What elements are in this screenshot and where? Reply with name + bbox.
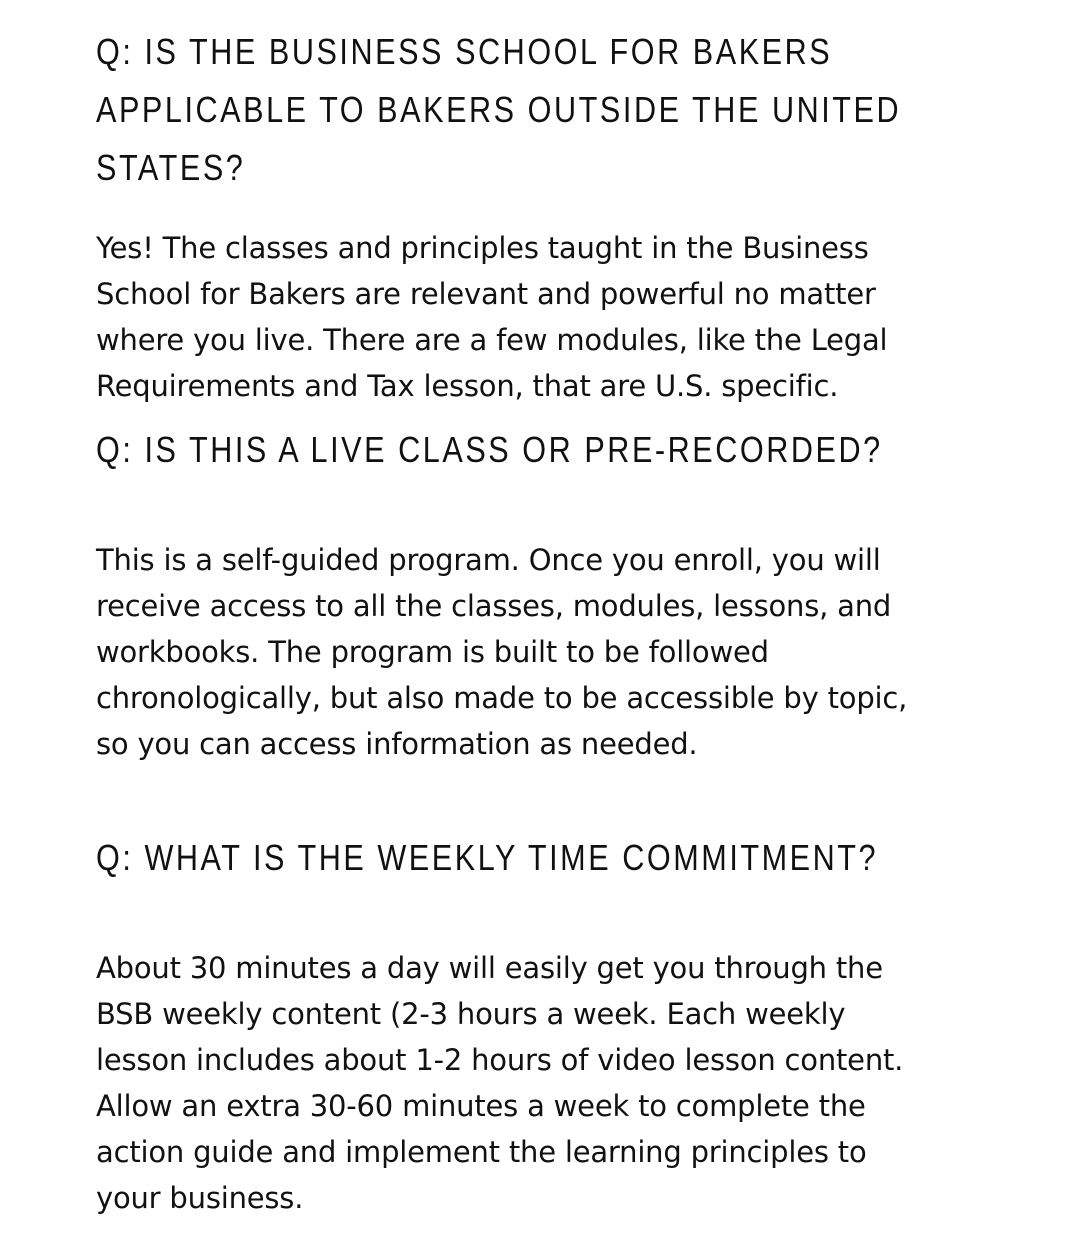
faq-question: Q: IS THIS A LIVE CLASS OR PRE-RECORDED? bbox=[96, 429, 883, 470]
faq-answer: This is a self-guided program. Once you enroll, you will receive access to all the classes, modules, lessons, and workbooks. The program is built to be followed chronologically, but also made to be accessible by topic, so you can access information as needed. bbox=[96, 543, 908, 761]
faq-answer: About 30 minutes a day will easily get you through the BSB weekly content (2-3 hours a week. Each weekly lesson includes about 1-2 hours of video lesson content. Allow an extra 30-60 minutes a week to complete the action guide and implement the learning principles to your business. bbox=[96, 951, 904, 1215]
faq-question: Q: IS THE BUSINESS SCHOOL FOR BAKERS APPLICABLE TO BAKERS OUTSIDE THE UNITED STATES? bbox=[96, 31, 902, 188]
faq-item bbox=[96, 829, 996, 1221]
faq-item bbox=[96, 23, 996, 409]
faq-item bbox=[96, 421, 996, 767]
faq-question: Q: WHAT IS THE WEEKLY TIME COMMITMENT? bbox=[96, 837, 879, 878]
faq-answer: Yes! The classes and principles taught in the Business School for Bakers are relevant and powerful no matter where you live. There are a few modules, like the Legal Requirements and Tax lesson, that are U.S. specific. bbox=[96, 231, 888, 403]
